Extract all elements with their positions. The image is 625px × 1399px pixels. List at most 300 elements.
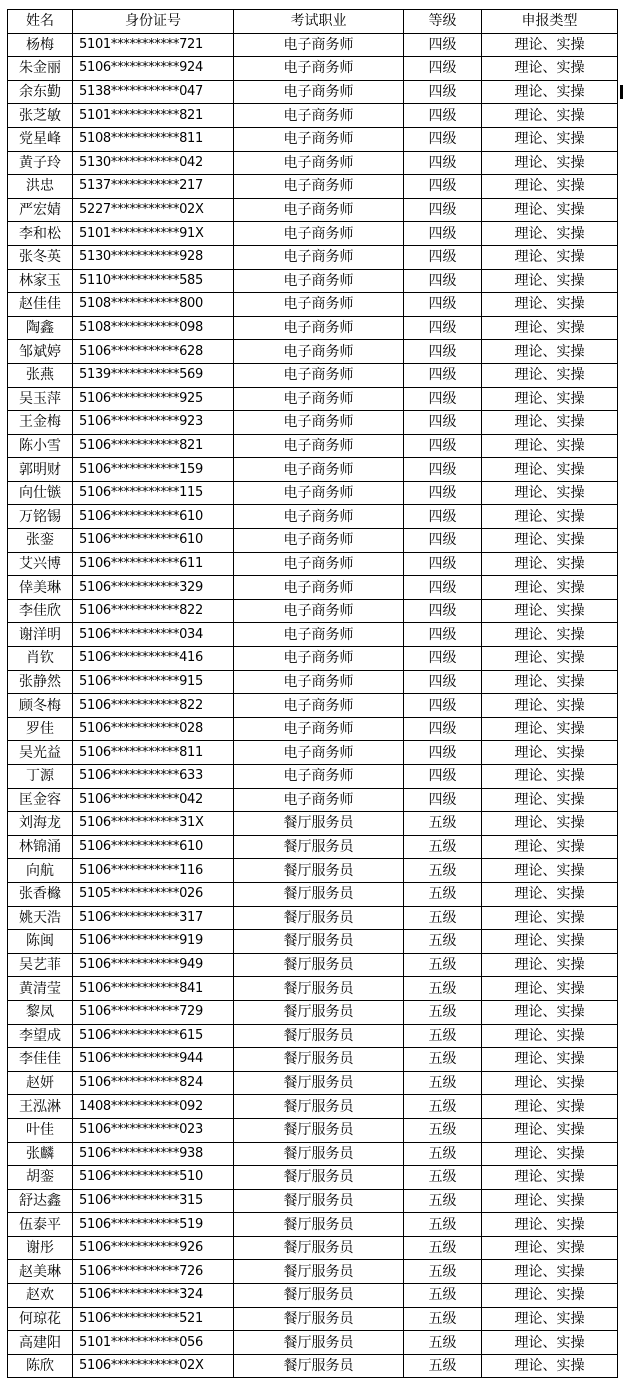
cell-level: 五级	[404, 1166, 482, 1190]
cell-name: 刘海龙	[8, 812, 73, 836]
cell-exam-occupation: 电子商务师	[234, 340, 404, 364]
cell-exam-occupation: 电子商务师	[234, 127, 404, 151]
cell-name: 王泓淋	[8, 1095, 73, 1119]
cell-name: 吴光益	[8, 741, 73, 765]
cell-name: 张香櫞	[8, 882, 73, 906]
cell-exam-occupation: 电子商务师	[234, 222, 404, 246]
cell-level: 五级	[404, 977, 482, 1001]
cell-application-type: 理论、实操	[482, 788, 618, 812]
table-row	[8, 316, 618, 340]
cell-exam-occupation: 电子商务师	[234, 717, 404, 741]
cell-exam-occupation: 餐厅服务员	[234, 1142, 404, 1166]
cell-application-type: 理论、实操	[482, 717, 618, 741]
table-row	[8, 481, 618, 505]
cell-application-type: 理论、实操	[482, 1284, 618, 1308]
cell-name: 罗佳	[8, 717, 73, 741]
cell-id-number: 5106***********324	[73, 1284, 234, 1308]
table-row	[8, 529, 618, 553]
cell-exam-occupation: 电子商务师	[234, 458, 404, 482]
cell-exam-occupation: 餐厅服务员	[234, 1189, 404, 1213]
cell-id-number: 5106***********822	[73, 694, 234, 718]
cell-id-number: 5106***********31X	[73, 812, 234, 836]
cell-application-type: 理论、实操	[482, 245, 618, 269]
cell-id-number: 5108***********098	[73, 316, 234, 340]
cell-application-type: 理论、实操	[482, 859, 618, 883]
cell-exam-occupation: 电子商务师	[234, 434, 404, 458]
table-row	[8, 765, 618, 789]
cell-level: 五级	[404, 1024, 482, 1048]
cell-exam-occupation: 餐厅服务员	[234, 1095, 404, 1119]
cell-name: 舒达鑫	[8, 1189, 73, 1213]
cell-level: 四级	[404, 293, 482, 317]
cell-name: 姚天浩	[8, 906, 73, 930]
table-row	[8, 1118, 618, 1142]
cell-name: 丁源	[8, 765, 73, 789]
cell-id-number: 5106***********923	[73, 411, 234, 435]
cell-exam-occupation: 餐厅服务员	[234, 859, 404, 883]
cell-exam-occupation: 餐厅服务员	[234, 930, 404, 954]
cell-id-number: 5106***********042	[73, 788, 234, 812]
cell-id-number: 5106***********315	[73, 1189, 234, 1213]
cell-id-number: 5106***********034	[73, 623, 234, 647]
cell-application-type: 理论、实操	[482, 623, 618, 647]
cell-application-type: 理论、实操	[482, 151, 618, 175]
cell-application-type: 理论、实操	[482, 340, 618, 364]
cell-name: 艾兴博	[8, 552, 73, 576]
cell-level: 五级	[404, 1048, 482, 1072]
cell-level: 四级	[404, 175, 482, 199]
applicant-table	[7, 9, 618, 1378]
cell-id-number: 5106***********628	[73, 340, 234, 364]
cell-name: 李望成	[8, 1024, 73, 1048]
cell-id-number: 5106***********610	[73, 505, 234, 529]
cell-id-number: 5106***********949	[73, 953, 234, 977]
cell-name: 黄清莹	[8, 977, 73, 1001]
table-row	[8, 1024, 618, 1048]
cell-application-type: 理论、实操	[482, 481, 618, 505]
header-name: 姓名	[8, 10, 73, 34]
cell-level: 五级	[404, 859, 482, 883]
cell-level: 五级	[404, 1071, 482, 1095]
cell-id-number: 5130***********928	[73, 245, 234, 269]
cell-exam-occupation: 电子商务师	[234, 57, 404, 81]
roster-sheet	[7, 9, 618, 1378]
cell-exam-occupation: 餐厅服务员	[234, 906, 404, 930]
cell-level: 四级	[404, 552, 482, 576]
table-row	[8, 1213, 618, 1237]
cell-name: 邹斌婷	[8, 340, 73, 364]
cell-name: 何琼花	[8, 1307, 73, 1331]
table-row	[8, 434, 618, 458]
cell-name: 洪忠	[8, 175, 73, 199]
cell-level: 五级	[404, 1354, 482, 1378]
cell-level: 四级	[404, 269, 482, 293]
cell-id-number: 5106***********159	[73, 458, 234, 482]
cell-application-type: 理论、实操	[482, 1260, 618, 1284]
cell-exam-occupation: 餐厅服务员	[234, 1048, 404, 1072]
cell-name: 党星峰	[8, 127, 73, 151]
cell-level: 四级	[404, 363, 482, 387]
table-row	[8, 269, 618, 293]
cell-application-type: 理论、实操	[482, 765, 618, 789]
table-row	[8, 505, 618, 529]
cell-level: 四级	[404, 765, 482, 789]
cell-id-number: 5106***********317	[73, 906, 234, 930]
table-row	[8, 623, 618, 647]
cell-application-type: 理论、实操	[482, 647, 618, 671]
cell-exam-occupation: 餐厅服务员	[234, 1260, 404, 1284]
cell-id-number: 5101***********821	[73, 104, 234, 128]
table-row	[8, 741, 618, 765]
cell-id-number: 5106***********028	[73, 717, 234, 741]
cell-application-type: 理论、实操	[482, 1000, 618, 1024]
cell-application-type: 理论、实操	[482, 33, 618, 57]
table-row	[8, 1284, 618, 1308]
cell-exam-occupation: 电子商务师	[234, 411, 404, 435]
table-row	[8, 1000, 618, 1024]
cell-name: 王金梅	[8, 411, 73, 435]
edge-mark	[620, 85, 623, 99]
cell-id-number: 5101***********721	[73, 33, 234, 57]
cell-id-number: 5106***********329	[73, 576, 234, 600]
cell-name: 张静然	[8, 670, 73, 694]
cell-application-type: 理论、实操	[482, 458, 618, 482]
table-row	[8, 363, 618, 387]
cell-exam-occupation: 餐厅服务员	[234, 1118, 404, 1142]
cell-name: 吴艺菲	[8, 953, 73, 977]
cell-application-type: 理论、实操	[482, 1095, 618, 1119]
table-row	[8, 175, 618, 199]
cell-application-type: 理论、实操	[482, 1307, 618, 1331]
cell-exam-occupation: 电子商务师	[234, 269, 404, 293]
cell-id-number: 5106***********521	[73, 1307, 234, 1331]
cell-name: 朱金丽	[8, 57, 73, 81]
table-row	[8, 151, 618, 175]
table-row	[8, 717, 618, 741]
table-row	[8, 57, 618, 81]
cell-exam-occupation: 餐厅服务员	[234, 1071, 404, 1095]
cell-level: 四级	[404, 481, 482, 505]
cell-exam-occupation: 电子商务师	[234, 387, 404, 411]
cell-application-type: 理论、实操	[482, 670, 618, 694]
cell-id-number: 5137***********217	[73, 175, 234, 199]
table-row	[8, 1307, 618, 1331]
cell-application-type: 理论、实操	[482, 1166, 618, 1190]
cell-id-number: 5106***********02X	[73, 1354, 234, 1378]
cell-application-type: 理论、实操	[482, 529, 618, 553]
cell-application-type: 理论、实操	[482, 741, 618, 765]
cell-name: 李佳欣	[8, 599, 73, 623]
cell-name: 张芝敏	[8, 104, 73, 128]
table-row	[8, 788, 618, 812]
table-row	[8, 599, 618, 623]
cell-name: 杨梅	[8, 33, 73, 57]
cell-name: 谢洋明	[8, 623, 73, 647]
cell-level: 四级	[404, 623, 482, 647]
table-row	[8, 245, 618, 269]
cell-level: 四级	[404, 717, 482, 741]
table-row	[8, 977, 618, 1001]
cell-application-type: 理论、实操	[482, 906, 618, 930]
table-row	[8, 953, 618, 977]
cell-id-number: 5106***********615	[73, 1024, 234, 1048]
cell-name: 向仕镞	[8, 481, 73, 505]
cell-exam-occupation: 电子商务师	[234, 245, 404, 269]
cell-application-type: 理论、实操	[482, 694, 618, 718]
cell-level: 五级	[404, 1331, 482, 1355]
cell-exam-occupation: 电子商务师	[234, 293, 404, 317]
cell-level: 四级	[404, 599, 482, 623]
cell-level: 五级	[404, 1189, 482, 1213]
cell-level: 四级	[404, 387, 482, 411]
cell-name: 林锦涌	[8, 835, 73, 859]
cell-id-number: 5106***********416	[73, 647, 234, 671]
cell-level: 四级	[404, 340, 482, 364]
cell-application-type: 理论、实操	[482, 930, 618, 954]
cell-level: 四级	[404, 694, 482, 718]
cell-exam-occupation: 餐厅服务员	[234, 835, 404, 859]
cell-application-type: 理论、实操	[482, 882, 618, 906]
cell-name: 叶佳	[8, 1118, 73, 1142]
cell-level: 四级	[404, 57, 482, 81]
cell-exam-occupation: 电子商务师	[234, 599, 404, 623]
cell-level: 四级	[404, 434, 482, 458]
cell-name: 陈欣	[8, 1354, 73, 1378]
cell-exam-occupation: 电子商务师	[234, 576, 404, 600]
cell-id-number: 5106***********610	[73, 835, 234, 859]
table-row	[8, 104, 618, 128]
cell-id-number: 5106***********915	[73, 670, 234, 694]
cell-level: 四级	[404, 245, 482, 269]
cell-application-type: 理论、实操	[482, 411, 618, 435]
cell-id-number: 5106***********726	[73, 1260, 234, 1284]
cell-level: 四级	[404, 458, 482, 482]
table-row	[8, 930, 618, 954]
cell-id-number: 5108***********811	[73, 127, 234, 151]
cell-name: 谢彤	[8, 1236, 73, 1260]
table-row	[8, 812, 618, 836]
table-row	[8, 293, 618, 317]
cell-id-number: 5106***********841	[73, 977, 234, 1001]
cell-application-type: 理论、实操	[482, 434, 618, 458]
cell-level: 五级	[404, 1260, 482, 1284]
cell-name: 高建阳	[8, 1331, 73, 1355]
cell-level: 四级	[404, 647, 482, 671]
cell-exam-occupation: 餐厅服务员	[234, 1284, 404, 1308]
cell-application-type: 理论、实操	[482, 505, 618, 529]
cell-name: 林家玉	[8, 269, 73, 293]
cell-exam-occupation: 电子商务师	[234, 151, 404, 175]
cell-application-type: 理论、实操	[482, 1331, 618, 1355]
cell-level: 四级	[404, 576, 482, 600]
cell-application-type: 理论、实操	[482, 104, 618, 128]
cell-application-type: 理论、实操	[482, 363, 618, 387]
table-row	[8, 411, 618, 435]
cell-application-type: 理论、实操	[482, 175, 618, 199]
cell-name: 黄子玲	[8, 151, 73, 175]
cell-id-number: 5130***********042	[73, 151, 234, 175]
table-body	[8, 33, 618, 1378]
table-row	[8, 198, 618, 222]
cell-level: 五级	[404, 1118, 482, 1142]
cell-level: 五级	[404, 1307, 482, 1331]
header-exam-occupation: 考试职业	[234, 10, 404, 34]
table-row	[8, 882, 618, 906]
header-application-type: 申报类型	[482, 10, 618, 34]
cell-id-number: 5106***********811	[73, 741, 234, 765]
cell-exam-occupation: 电子商务师	[234, 529, 404, 553]
cell-exam-occupation: 电子商务师	[234, 647, 404, 671]
cell-name: 张冬英	[8, 245, 73, 269]
cell-application-type: 理论、实操	[482, 316, 618, 340]
cell-level: 四级	[404, 80, 482, 104]
cell-application-type: 理论、实操	[482, 1236, 618, 1260]
cell-name: 倖美琳	[8, 576, 73, 600]
cell-exam-occupation: 电子商务师	[234, 788, 404, 812]
table-row	[8, 1331, 618, 1355]
cell-exam-occupation: 餐厅服务员	[234, 1000, 404, 1024]
cell-exam-occupation: 餐厅服务员	[234, 977, 404, 1001]
cell-id-number: 5106***********023	[73, 1118, 234, 1142]
cell-id-number: 5106***********633	[73, 765, 234, 789]
cell-exam-occupation: 电子商务师	[234, 670, 404, 694]
cell-name: 陈小雪	[8, 434, 73, 458]
cell-name: 李佳佳	[8, 1048, 73, 1072]
cell-level: 五级	[404, 835, 482, 859]
cell-application-type: 理论、实操	[482, 80, 618, 104]
table-row	[8, 33, 618, 57]
cell-application-type: 理论、实操	[482, 1213, 618, 1237]
table-row	[8, 1189, 618, 1213]
cell-exam-occupation: 餐厅服务员	[234, 953, 404, 977]
cell-id-number: 5106***********610	[73, 529, 234, 553]
cell-id-number: 5105***********026	[73, 882, 234, 906]
cell-exam-occupation: 餐厅服务员	[234, 1331, 404, 1355]
cell-id-number: 5106***********925	[73, 387, 234, 411]
table-row	[8, 1071, 618, 1095]
cell-id-number: 5108***********800	[73, 293, 234, 317]
cell-exam-occupation: 餐厅服务员	[234, 1354, 404, 1378]
cell-level: 四级	[404, 529, 482, 553]
cell-level: 五级	[404, 930, 482, 954]
cell-name: 郭明财	[8, 458, 73, 482]
header-id-number: 身份证号	[73, 10, 234, 34]
cell-name: 黎凤	[8, 1000, 73, 1024]
cell-name: 匡金容	[8, 788, 73, 812]
cell-level: 五级	[404, 1284, 482, 1308]
table-row	[8, 670, 618, 694]
cell-exam-occupation: 餐厅服务员	[234, 1236, 404, 1260]
cell-exam-occupation: 电子商务师	[234, 552, 404, 576]
header-row	[8, 10, 618, 34]
cell-id-number: 5227***********02X	[73, 198, 234, 222]
table-row	[8, 906, 618, 930]
cell-level: 四级	[404, 151, 482, 175]
cell-id-number: 5106***********924	[73, 57, 234, 81]
table-row	[8, 222, 618, 246]
table-row	[8, 1166, 618, 1190]
cell-id-number: 5106***********116	[73, 859, 234, 883]
cell-name: 赵佳佳	[8, 293, 73, 317]
cell-application-type: 理论、实操	[482, 57, 618, 81]
cell-id-number: 5106***********824	[73, 1071, 234, 1095]
cell-exam-occupation: 电子商务师	[234, 316, 404, 340]
cell-level: 四级	[404, 198, 482, 222]
cell-exam-occupation: 电子商务师	[234, 481, 404, 505]
cell-name: 胡銮	[8, 1166, 73, 1190]
cell-application-type: 理论、实操	[482, 1071, 618, 1095]
cell-id-number: 5106***********510	[73, 1166, 234, 1190]
cell-level: 五级	[404, 953, 482, 977]
cell-application-type: 理论、实操	[482, 222, 618, 246]
cell-application-type: 理论、实操	[482, 1189, 618, 1213]
cell-id-number: 5106***********938	[73, 1142, 234, 1166]
cell-exam-occupation: 电子商务师	[234, 33, 404, 57]
cell-level: 四级	[404, 127, 482, 151]
cell-exam-occupation: 电子商务师	[234, 104, 404, 128]
cell-application-type: 理论、实操	[482, 1354, 618, 1378]
cell-name: 肖钦	[8, 647, 73, 671]
cell-name: 余东勤	[8, 80, 73, 104]
cell-level: 五级	[404, 1142, 482, 1166]
cell-application-type: 理论、实操	[482, 198, 618, 222]
table-row	[8, 1095, 618, 1119]
cell-application-type: 理论、实操	[482, 387, 618, 411]
cell-name: 吴玉萍	[8, 387, 73, 411]
cell-application-type: 理论、实操	[482, 835, 618, 859]
table-row	[8, 1048, 618, 1072]
cell-exam-occupation: 电子商务师	[234, 363, 404, 387]
cell-exam-occupation: 餐厅服务员	[234, 1213, 404, 1237]
cell-name: 赵欢	[8, 1284, 73, 1308]
cell-id-number: 5139***********569	[73, 363, 234, 387]
cell-id-number: 5101***********91X	[73, 222, 234, 246]
table-row	[8, 340, 618, 364]
cell-name: 陶鑫	[8, 316, 73, 340]
table-row	[8, 1236, 618, 1260]
cell-application-type: 理论、实操	[482, 576, 618, 600]
cell-exam-occupation: 电子商务师	[234, 694, 404, 718]
cell-level: 五级	[404, 1095, 482, 1119]
cell-name: 顾冬梅	[8, 694, 73, 718]
cell-id-number: 5101***********056	[73, 1331, 234, 1355]
table-row	[8, 127, 618, 151]
cell-level: 五级	[404, 1236, 482, 1260]
table-row	[8, 694, 618, 718]
table-row	[8, 387, 618, 411]
cell-level: 四级	[404, 788, 482, 812]
cell-id-number: 5110***********585	[73, 269, 234, 293]
cell-level: 四级	[404, 222, 482, 246]
cell-exam-occupation: 餐厅服务员	[234, 812, 404, 836]
header-level: 等级	[404, 10, 482, 34]
table-row	[8, 1354, 618, 1378]
cell-name: 向航	[8, 859, 73, 883]
cell-exam-occupation: 电子商务师	[234, 175, 404, 199]
cell-name: 赵妍	[8, 1071, 73, 1095]
cell-id-number: 5106***********944	[73, 1048, 234, 1072]
cell-exam-occupation: 电子商务师	[234, 623, 404, 647]
cell-level: 五级	[404, 1000, 482, 1024]
cell-application-type: 理论、实操	[482, 1118, 618, 1142]
cell-level: 四级	[404, 411, 482, 435]
cell-id-number: 5106***********926	[73, 1236, 234, 1260]
cell-exam-occupation: 餐厅服务员	[234, 1024, 404, 1048]
cell-application-type: 理论、实操	[482, 293, 618, 317]
cell-level: 五级	[404, 812, 482, 836]
cell-level: 五级	[404, 882, 482, 906]
cell-id-number: 5106***********115	[73, 481, 234, 505]
